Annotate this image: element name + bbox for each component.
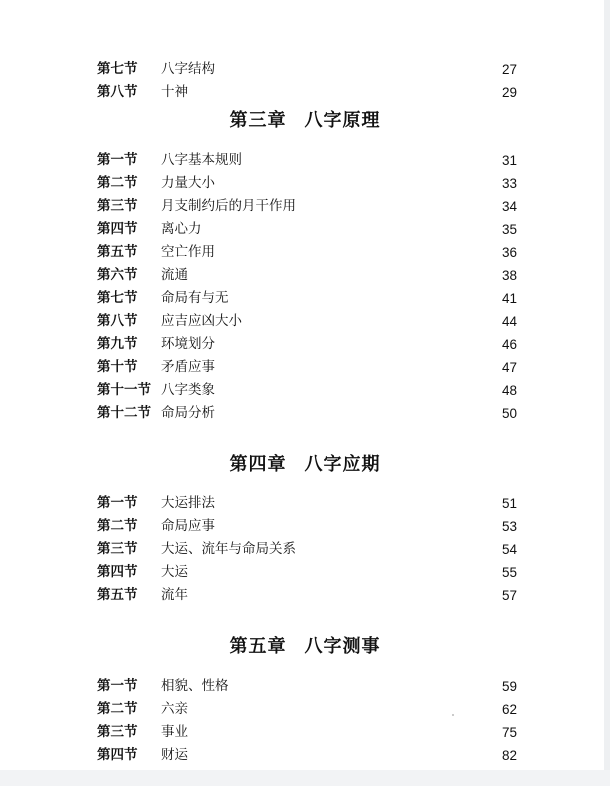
- toc-section-title: 月支制约后的月干作用: [161, 198, 296, 214]
- toc-section-title: 大运排法: [161, 495, 215, 511]
- toc-page-number: 54: [501, 542, 517, 557]
- toc-section-number: 第五节: [97, 587, 138, 603]
- toc-entry: [97, 264, 517, 287]
- toc-section-title: 力量大小: [161, 175, 215, 191]
- toc-section-number: 第六节: [97, 267, 138, 283]
- toc-page-number: 51: [501, 496, 517, 511]
- toc-section-number: 第三节: [97, 541, 138, 557]
- toc-page-number: 62: [501, 702, 517, 717]
- toc-entry: [97, 241, 517, 264]
- toc-entry: [97, 402, 517, 425]
- chapter-title: 八字应期: [304, 454, 381, 475]
- toc-section-number: 第四节: [97, 564, 138, 580]
- toc-section-number: 第十二节: [97, 405, 151, 421]
- toc-entry: [97, 675, 517, 698]
- toc-section-number: 第一节: [97, 495, 138, 511]
- toc-page-number: 31: [501, 153, 517, 168]
- toc-entry: [97, 287, 517, 310]
- toc-section-title: 十神: [161, 84, 188, 100]
- toc-section-title: 离心力: [161, 221, 202, 237]
- toc-section-title: 财运: [161, 747, 188, 763]
- toc-entry: [97, 561, 517, 584]
- toc-section-title: 大运: [161, 564, 188, 580]
- toc-section-title: 应吉应凶大小: [161, 313, 242, 329]
- toc-page-number: 29: [501, 85, 517, 100]
- toc-section-number: 第七节: [97, 61, 138, 77]
- chapter-title: 八字原理: [304, 110, 381, 131]
- toc-page-number: 55: [501, 565, 517, 580]
- toc-entry: [97, 149, 517, 172]
- toc-section-number: 第三节: [97, 724, 138, 740]
- toc-entry: [97, 492, 517, 515]
- toc-section-number: 第九节: [97, 336, 138, 352]
- toc-page-number: 36: [501, 245, 517, 260]
- toc-page-number: 48: [501, 383, 517, 398]
- toc-page-number: 41: [501, 291, 517, 306]
- toc-entry: [97, 310, 517, 333]
- toc-entry: [97, 515, 517, 538]
- toc-entry: [97, 356, 517, 379]
- chapter-number: 第四章: [229, 454, 287, 475]
- toc-section-number: 第二节: [97, 175, 138, 191]
- page-edge-bottom: [0, 770, 610, 786]
- toc-section-title: 命局分析: [161, 405, 215, 421]
- chapter-heading: [0, 450, 610, 476]
- toc-entry: [97, 58, 517, 81]
- toc-page-number: 57: [501, 588, 517, 603]
- toc-section-title: 命局有与无: [161, 290, 229, 306]
- toc-section-number: 第八节: [97, 84, 138, 100]
- toc-page-number: 46: [501, 337, 517, 352]
- chapter-heading: [0, 632, 610, 658]
- toc-entry: [97, 172, 517, 195]
- toc-entry: [97, 379, 517, 402]
- scan-speck: [452, 714, 454, 716]
- toc-page-number: 75: [501, 725, 517, 740]
- toc-section-title: 八字结构: [161, 61, 215, 77]
- toc-section-title: 八字类象: [161, 382, 215, 398]
- toc-section-number: 第一节: [97, 678, 138, 694]
- toc-page-number: 59: [501, 679, 517, 694]
- toc-section-number: 第四节: [97, 747, 138, 763]
- toc-page-number: 50: [501, 406, 517, 421]
- toc-section-number: 第十一节: [97, 382, 151, 398]
- toc-section-title: 六亲: [161, 701, 188, 717]
- toc-page-number: 34: [501, 199, 517, 214]
- toc-section-title: 命局应事: [161, 518, 215, 534]
- toc-page-number: 33: [501, 176, 517, 191]
- toc-entry: [97, 538, 517, 561]
- toc-section-number: 第十节: [97, 359, 138, 375]
- toc-entry: [97, 584, 517, 607]
- toc-section-title: 矛盾应事: [161, 359, 215, 375]
- toc-section-title: 八字基本规则: [161, 152, 242, 168]
- chapter-title: 八字测事: [304, 636, 381, 657]
- toc-section-number: 第五节: [97, 244, 138, 260]
- toc-section-title: 事业: [161, 724, 188, 740]
- toc-section-title: 流年: [161, 587, 188, 603]
- toc-section-title: 环境划分: [161, 336, 215, 352]
- toc-section-title: 流通: [161, 267, 188, 283]
- chapter-number: 第五章: [229, 636, 287, 657]
- toc-section-number: 第四节: [97, 221, 138, 237]
- toc-entry: [97, 721, 517, 744]
- toc-page-number: 27: [501, 62, 517, 77]
- toc-entry: [97, 81, 517, 104]
- chapter-number: 第三章: [229, 110, 287, 131]
- toc-section-title: 大运、流年与命局关系: [161, 541, 296, 557]
- toc-page-number: 35: [501, 222, 517, 237]
- toc-section-title: 空亡作用: [161, 244, 215, 260]
- toc-section-number: 第七节: [97, 290, 138, 306]
- toc-section-number: 第二节: [97, 701, 138, 717]
- toc-entry: [97, 195, 517, 218]
- toc-page-number: 82: [501, 748, 517, 763]
- chapter-heading: [0, 106, 610, 132]
- toc-section-title: 相貌、性格: [161, 678, 229, 694]
- toc-page-number: 47: [501, 360, 517, 375]
- toc-section-number: 第三节: [97, 198, 138, 214]
- toc-section-number: 第八节: [97, 313, 138, 329]
- toc-entry: [97, 744, 517, 767]
- toc-page-number: 53: [501, 519, 517, 534]
- toc-entry: [97, 698, 517, 721]
- toc-page-number: 44: [501, 314, 517, 329]
- toc-page-number: 38: [501, 268, 517, 283]
- toc-entry: [97, 218, 517, 241]
- toc-section-number: 第二节: [97, 518, 138, 534]
- toc-entry: [97, 333, 517, 356]
- toc-section-number: 第一节: [97, 152, 138, 168]
